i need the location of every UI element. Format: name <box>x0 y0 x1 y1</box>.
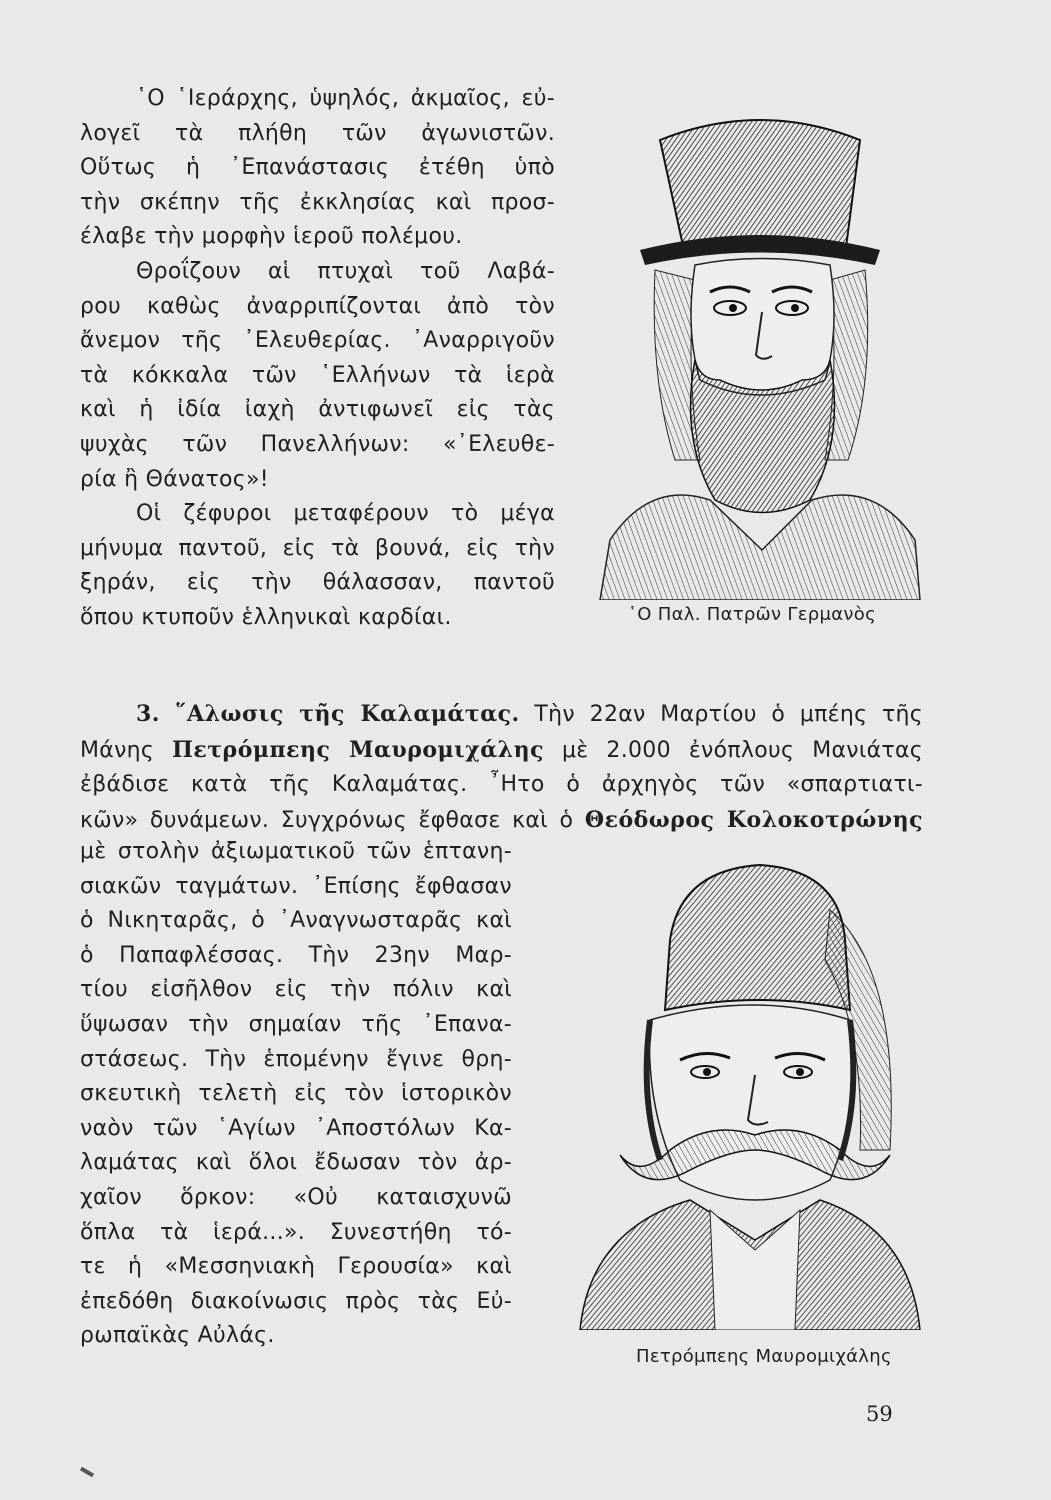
portrait-mavromichalis <box>560 850 930 1330</box>
text-line: καὶ ἡ ἰδία ἰαχὴ ἀντιφωνεῖ εἰς τὰς <box>80 397 555 423</box>
line-kalamata: ἐβάδισε κατὰ τῆς Καλαμάτας. ῏Ητο ὁ ἀρχηγὸς τῶν «σπαρτιατι- <box>80 772 923 798</box>
text-line: ρία ἢ Θάνατος»! <box>80 466 269 492</box>
text-line: χαῖον ὅρκον: «Οὐ καταισχυνῶ <box>80 1184 512 1210</box>
text-line: Οἱ ζέφυροι μεταφέρουν τὸ μέγα <box>136 501 555 527</box>
text-line: ναὸν τῶν ῾Αγίων ᾿Αποστόλων Κα- <box>80 1115 512 1141</box>
text-line: μήνυμα παντοῦ, εἰς τὰ βουνά, εἰς τὴν <box>80 535 555 561</box>
caption-germanos: ῾Ο Παλ. Πατρῶν Γερμανὸς <box>628 604 876 625</box>
text-line: τὰ κόκκαλα τῶν ῾Ελλήνων τὰ ἱερὰ <box>80 362 555 388</box>
text-line: λαμάτας καὶ ὅλοι ἔδωσαν τὸν ἀρ- <box>80 1150 512 1176</box>
text-line: Θροΐζουν αἱ πτυχαὶ τοῦ Λαβά- <box>136 258 555 284</box>
paragraph-kalamata <box>80 835 512 1354</box>
text-line: ἐπεδόθη διακοίνωσις πρὸς τὰς Εὐ- <box>80 1288 512 1314</box>
caption-mavromichalis: Πετρόμπεης Μαυρομιχάλης <box>636 1346 892 1367</box>
text-maniates: μὲ 2.000 ἐνόπλους Μανιάτας <box>561 737 923 763</box>
text-line: ρου καθὼς ἀναρριπίζονται ἀπὸ τὸν <box>80 293 555 319</box>
line-kolokotronis <box>80 803 923 839</box>
text-line: λογεῖ τὰ πλήθη τῶν ἀγωνιστῶν. <box>80 120 555 146</box>
heading-line-text: Τὴν 22αν Μαρτίου ὁ μπέης τῆς <box>534 702 924 727</box>
section-heading: 3. ῞Αλωσις τῆς Καλαμάτας. <box>136 701 520 727</box>
line-heading <box>80 697 923 733</box>
name-mavromichalis: Πετρόμπεης Μαυρομιχάλης <box>172 736 544 763</box>
text-line: ρωπαϊκὰς Αὐλάς. <box>80 1323 275 1349</box>
text-line: μὲ στολὴν ἀξιωματικοῦ τῶν ἑπτανη- <box>80 839 512 864</box>
text-line: ξηράν, εἰς τὴν θάλασσαν, παντοῦ <box>80 570 555 596</box>
text-line: έλαβε τὴν μορφὴν ἱεροῦ πολέμου. <box>80 224 463 250</box>
text-line: Οὕτως ἡ ᾿Επανάστασις ἐτέθη ὑπὸ <box>80 155 555 181</box>
text-line: ὅπου κτυποῦν ἑλληνικαὶ καρδίαι. <box>80 604 452 630</box>
text-line: ψυχὰς τῶν Πανελλήνων: «᾿Ελευθε- <box>80 431 555 457</box>
text-line: τίου εἰσῆλθον εἰς τὴν πόλιν καὶ <box>80 977 512 1003</box>
text-line: ὕψωσαν τὴν σημαίαν τῆς ᾿Επανα- <box>80 1011 512 1037</box>
portrait-germanos <box>590 80 930 600</box>
text-line: σιακῶν ταγμάτων. ᾿Επίσης ἔφθασαν <box>80 873 512 899</box>
section-kalamata-intro <box>80 697 923 838</box>
text-mani: Μάνης <box>80 737 155 763</box>
stray-mark <box>80 1467 94 1477</box>
line-mani <box>80 733 923 769</box>
page-number: 59 <box>866 1402 893 1426</box>
text-line: τε ἡ «Μεσσηνιακὴ Γερουσία» καὶ <box>80 1254 512 1280</box>
text-line: ὁ Νικηταρᾶς, ὁ ᾿Αναγνωσταρᾶς καὶ <box>80 908 512 934</box>
text-line: ἄνεμον τῆς ᾿Ελευθερίας. ᾿Αναρριγοῦν <box>80 328 555 354</box>
text-line: ῾Ο ῾Ιεράρχης, ὑψηλός, ἀκμαῖος, εὐ- <box>136 86 555 111</box>
text-forces: κῶν» δυνάμεων. Συγχρόνως ἔφθασε καὶ ὁ <box>80 807 574 833</box>
paragraph-germanos <box>80 82 555 636</box>
text-line: ὅπλα τὰ ἱερά...». Συνεστήθη τό- <box>80 1219 512 1245</box>
text-line: σκευτικὴ τελετὴ εἰς τὸν ἱστορικὸν <box>80 1081 512 1107</box>
name-kolokotronis: Θεόδωρος Κολοκοτρώνης <box>584 806 923 833</box>
text-line: ὁ Παπαφλέσσας. Τὴν 23ην Μαρ- <box>80 942 512 968</box>
text-line: στάσεως. Τὴν ἑπομένην ἔγινε θρη- <box>80 1046 512 1072</box>
text-line: τὴν σκέπην τῆς ἐκκλησίας καὶ προσ- <box>80 189 555 215</box>
